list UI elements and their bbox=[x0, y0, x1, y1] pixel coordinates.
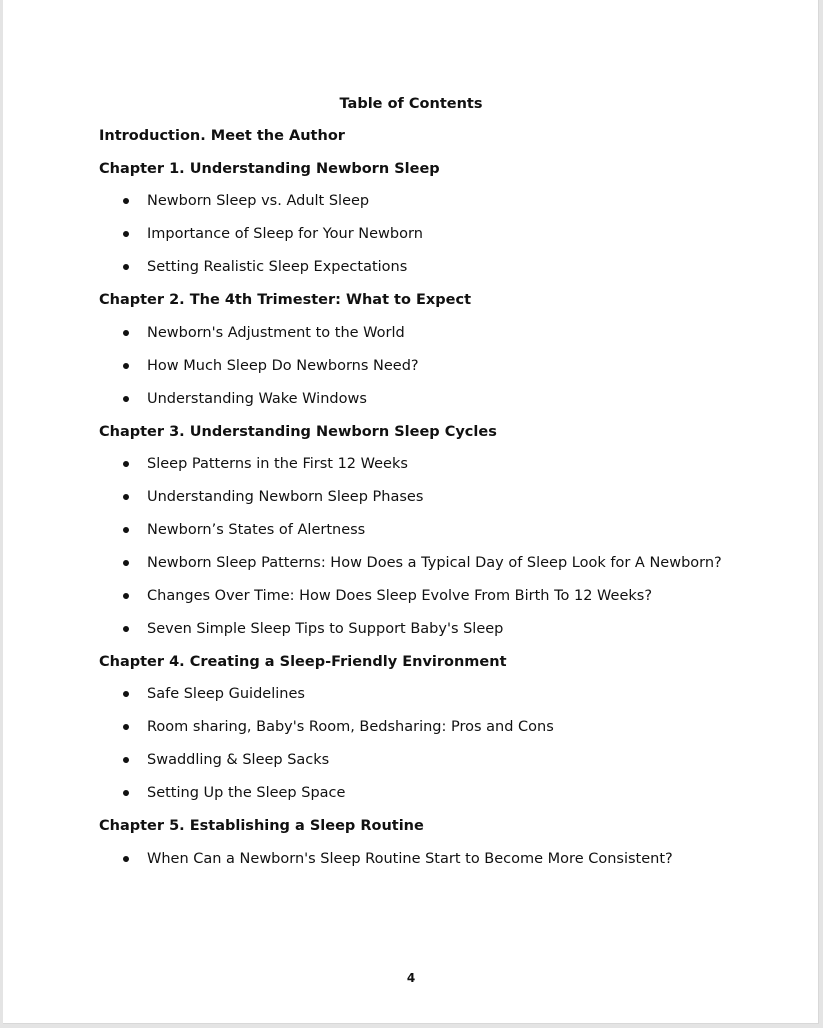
bullet-icon bbox=[123, 757, 129, 763]
bullet-icon bbox=[123, 691, 129, 697]
toc-list bbox=[99, 126, 739, 882]
toc-item-label: When Can a Newborn's Sleep Routine Start to Become More Consistent? bbox=[147, 850, 673, 867]
bullet-icon bbox=[123, 264, 129, 270]
toc-heading-introduction: Introduction. Meet the Author bbox=[99, 128, 345, 144]
chapter-3-items bbox=[99, 454, 739, 639]
toc-item-label: Newborn's Adjustment to the World bbox=[147, 324, 405, 341]
toc-item-label: Setting Realistic Sleep Expectations bbox=[147, 259, 408, 275]
bullet-icon bbox=[123, 560, 129, 566]
toc-item bbox=[99, 323, 739, 343]
bullet-icon bbox=[123, 330, 129, 336]
toc-item-label: Newborn Sleep vs. Adult Sleep bbox=[147, 193, 370, 209]
toc-item-label: Understanding Wake Windows bbox=[147, 390, 367, 407]
toc-item-label: Safe Sleep Guidelines bbox=[147, 686, 305, 702]
toc-item bbox=[99, 547, 727, 580]
toc-item bbox=[99, 783, 739, 803]
bullet-icon bbox=[123, 198, 129, 204]
toc-item-label: Understanding Newborn Sleep Phases bbox=[147, 489, 424, 505]
bullet-icon bbox=[123, 593, 129, 599]
toc-title: Table of Contents bbox=[339, 96, 483, 112]
toc-item bbox=[99, 389, 739, 409]
toc-item bbox=[99, 454, 739, 474]
toc-item bbox=[99, 257, 739, 277]
toc-item-label: Newborn’s States of Alertness bbox=[147, 522, 366, 538]
toc-heading-chapter-2: Chapter 2. The 4th Trimester: What to Expect bbox=[99, 292, 472, 308]
bullet-icon bbox=[123, 724, 129, 730]
toc-heading-chapter-5: Chapter 5. Establishing a Sleep Routine bbox=[99, 818, 424, 834]
chapter-4-items bbox=[99, 684, 739, 803]
toc-item-label: Seven Simple Sleep Tips to Support Baby's Sleep bbox=[147, 620, 504, 637]
chapter-1-items bbox=[99, 191, 739, 277]
toc-item-label: Changes Over Time: How Does Sleep Evolve From Birth To 12 Weeks? bbox=[147, 587, 653, 604]
toc-item bbox=[99, 750, 739, 770]
toc-heading-chapter-4: Chapter 4. Creating a Sleep-Friendly Environment bbox=[99, 653, 507, 670]
bullet-icon bbox=[123, 494, 129, 500]
bullet-icon bbox=[123, 231, 129, 237]
bullet-icon bbox=[123, 626, 129, 632]
toc-item-label: Importance of Sleep for Your Newborn bbox=[147, 226, 423, 242]
page-number: 4 bbox=[406, 971, 416, 985]
toc-item bbox=[99, 520, 739, 540]
toc-item-label: How Much Sleep Do Newborns Need? bbox=[147, 357, 419, 374]
chapter-2-items bbox=[99, 323, 739, 409]
bullet-icon bbox=[123, 856, 129, 862]
toc-item-label: Room sharing, Baby's Room, Bedsharing: Pros and Cons bbox=[147, 719, 554, 735]
bullet-icon bbox=[123, 396, 129, 402]
toc-item bbox=[99, 224, 739, 244]
document-page bbox=[3, 0, 819, 1024]
toc-item bbox=[99, 849, 739, 869]
toc-item bbox=[99, 191, 739, 211]
toc-heading-chapter-1: Chapter 1. Understanding Newborn Sleep bbox=[99, 160, 440, 177]
bullet-icon bbox=[123, 527, 129, 533]
toc-item bbox=[99, 717, 739, 737]
toc-item-label: Swaddling & Sleep Sacks bbox=[147, 752, 330, 768]
toc-heading-chapter-3: Chapter 3. Understanding Newborn Sleep Cycles bbox=[99, 423, 497, 440]
toc-item-label: Setting Up the Sleep Space bbox=[147, 785, 346, 801]
toc-item bbox=[99, 684, 739, 704]
bullet-icon bbox=[123, 461, 129, 467]
bullet-icon bbox=[123, 790, 129, 796]
toc-item bbox=[99, 586, 739, 606]
toc-item-label: Sleep Patterns in the First 12 Weeks bbox=[147, 456, 408, 472]
toc-item bbox=[99, 619, 739, 639]
toc-item bbox=[99, 356, 739, 376]
toc-item bbox=[99, 487, 739, 507]
toc-item-label: Newborn Sleep Patterns: How Does a Typical Day of Sleep Look for A Newborn? bbox=[147, 555, 722, 571]
chapter-5-items bbox=[99, 849, 739, 869]
bullet-icon bbox=[123, 363, 129, 369]
